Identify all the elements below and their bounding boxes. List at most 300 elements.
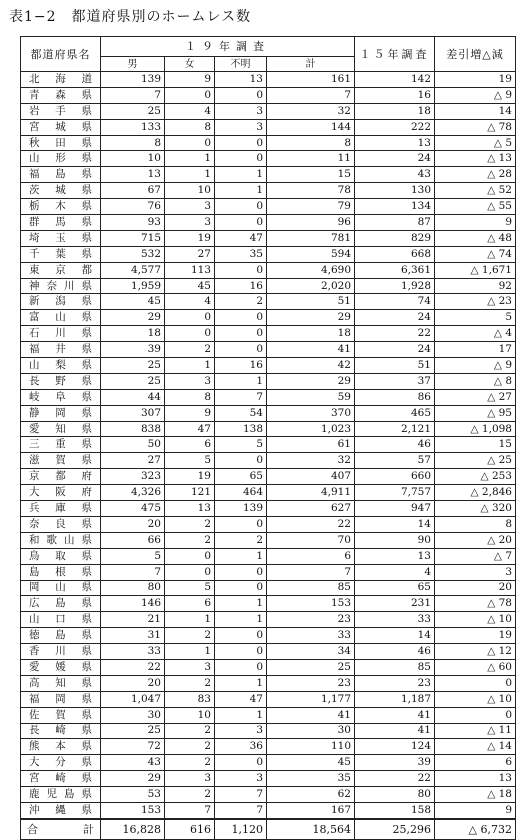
cell-female: 0 <box>165 87 215 103</box>
cell-male: 53 <box>101 787 165 803</box>
table-row <box>21 802 516 818</box>
cell-survey15: 23 <box>355 675 435 691</box>
cell-unknown: 0 <box>215 644 267 660</box>
cell-unknown: 0 <box>215 151 267 167</box>
cell-survey15: 14 <box>355 628 435 644</box>
cell-diff: 9 <box>435 215 516 231</box>
cell-prefecture: 富山県 <box>21 310 101 326</box>
cell-diff: △ 27 <box>435 389 516 405</box>
cell-male: 13 <box>101 167 165 183</box>
cell-diff: 0 <box>435 707 516 723</box>
cell-unknown: 0 <box>215 87 267 103</box>
cell-total: 23 <box>267 675 355 691</box>
cell-survey15: 231 <box>355 596 435 612</box>
total-female: 616 <box>165 819 215 840</box>
cell-diff: △ 8 <box>435 373 516 389</box>
cell-unknown: 7 <box>215 787 267 803</box>
cell-female: 9 <box>165 405 215 421</box>
cell-female: 0 <box>165 310 215 326</box>
cell-prefecture: 岡山県 <box>21 580 101 596</box>
cell-total: 627 <box>267 501 355 517</box>
cell-male: 146 <box>101 596 165 612</box>
total-diff: △ 6,732 <box>435 819 516 840</box>
cell-female: 2 <box>165 342 215 358</box>
cell-survey15: 41 <box>355 707 435 723</box>
table-row <box>21 469 516 485</box>
cell-diff: △ 20 <box>435 532 516 548</box>
cell-male: 33 <box>101 644 165 660</box>
cell-prefecture: 鹿児島県 <box>21 787 101 803</box>
cell-prefecture: 広島県 <box>21 596 101 612</box>
table-row <box>21 659 516 675</box>
table-row <box>21 628 516 644</box>
cell-total: 11 <box>267 151 355 167</box>
cell-male: 20 <box>101 516 165 532</box>
cell-unknown: 13 <box>215 72 267 88</box>
cell-female: 13 <box>165 501 215 517</box>
cell-unknown: 5 <box>215 437 267 453</box>
cell-diff: 92 <box>435 278 516 294</box>
cell-female: 1 <box>165 612 215 628</box>
cell-female: 6 <box>165 596 215 612</box>
cell-female: 27 <box>165 246 215 262</box>
cell-male: 30 <box>101 707 165 723</box>
cell-unknown: 0 <box>215 564 267 580</box>
table-row <box>21 278 516 294</box>
cell-survey15: 87 <box>355 215 435 231</box>
cell-survey15: 1,187 <box>355 691 435 707</box>
header-prefecture: 都道府県名 <box>21 37 101 72</box>
table-row <box>21 135 516 151</box>
cell-survey15: 158 <box>355 802 435 818</box>
cell-total: 2,020 <box>267 278 355 294</box>
cell-prefecture: 熊本県 <box>21 739 101 755</box>
table-row <box>21 516 516 532</box>
cell-diff: △ 48 <box>435 230 516 246</box>
cell-male: 39 <box>101 342 165 358</box>
cell-prefecture: 山梨県 <box>21 358 101 374</box>
cell-unknown: 464 <box>215 485 267 501</box>
cell-male: 133 <box>101 119 165 135</box>
cell-diff: △ 78 <box>435 596 516 612</box>
cell-diff: △ 95 <box>435 405 516 421</box>
cell-prefecture: 静岡県 <box>21 405 101 421</box>
cell-unknown: 3 <box>215 119 267 135</box>
table-row <box>21 644 516 660</box>
table-row <box>21 183 516 199</box>
cell-unknown: 3 <box>215 103 267 119</box>
cell-unknown: 35 <box>215 246 267 262</box>
cell-unknown: 0 <box>215 342 267 358</box>
cell-female: 10 <box>165 707 215 723</box>
cell-total: 144 <box>267 119 355 135</box>
cell-diff: 14 <box>435 103 516 119</box>
cell-prefecture: 大阪府 <box>21 485 101 501</box>
table-row <box>21 326 516 342</box>
cell-total: 79 <box>267 199 355 215</box>
cell-prefecture: 高知県 <box>21 675 101 691</box>
header-unknown: 不明 <box>215 57 267 72</box>
cell-total: 34 <box>267 644 355 660</box>
cell-survey15: 222 <box>355 119 435 135</box>
cell-diff: 13 <box>435 771 516 787</box>
table-row <box>21 72 516 88</box>
cell-total: 4,690 <box>267 262 355 278</box>
table-row <box>21 580 516 596</box>
cell-survey15: 16 <box>355 87 435 103</box>
cell-female: 2 <box>165 628 215 644</box>
cell-prefecture: 島根県 <box>21 564 101 580</box>
cell-prefecture: 和歌山県 <box>21 532 101 548</box>
cell-total: 370 <box>267 405 355 421</box>
table-row <box>21 771 516 787</box>
cell-survey15: 46 <box>355 437 435 453</box>
cell-male: 93 <box>101 215 165 231</box>
cell-prefecture: 岩手県 <box>21 103 101 119</box>
cell-total: 15 <box>267 167 355 183</box>
cell-male: 25 <box>101 358 165 374</box>
cell-unknown: 7 <box>215 802 267 818</box>
cell-female: 1 <box>165 644 215 660</box>
cell-female: 2 <box>165 532 215 548</box>
cell-male: 18 <box>101 326 165 342</box>
cell-diff: 9 <box>435 802 516 818</box>
table-row <box>21 389 516 405</box>
cell-female: 8 <box>165 389 215 405</box>
cell-survey15: 465 <box>355 405 435 421</box>
cell-diff: 5 <box>435 310 516 326</box>
total-label: 合計 <box>21 819 101 840</box>
cell-male: 7 <box>101 564 165 580</box>
cell-total: 35 <box>267 771 355 787</box>
cell-prefecture: 佐賀県 <box>21 707 101 723</box>
table-title: 表1−2 都道府県別のホームレス数 <box>9 9 252 25</box>
cell-male: 4,577 <box>101 262 165 278</box>
cell-female: 4 <box>165 294 215 310</box>
table-row <box>21 501 516 517</box>
table-row <box>21 294 516 310</box>
cell-diff: △ 25 <box>435 453 516 469</box>
cell-unknown: 1 <box>215 548 267 564</box>
table-row <box>21 596 516 612</box>
cell-female: 2 <box>165 755 215 771</box>
header-female: 女 <box>165 57 215 72</box>
cell-total: 25 <box>267 659 355 675</box>
cell-female: 3 <box>165 771 215 787</box>
cell-male: 307 <box>101 405 165 421</box>
cell-total: 41 <box>267 707 355 723</box>
cell-unknown: 0 <box>215 215 267 231</box>
cell-diff: △ 320 <box>435 501 516 517</box>
cell-male: 153 <box>101 802 165 818</box>
table-row <box>21 358 516 374</box>
table-row <box>21 723 516 739</box>
cell-female: 2 <box>165 675 215 691</box>
table-row <box>21 675 516 691</box>
cell-survey15: 33 <box>355 612 435 628</box>
cell-diff: 19 <box>435 72 516 88</box>
cell-male: 72 <box>101 739 165 755</box>
cell-total: 45 <box>267 755 355 771</box>
cell-survey15: 130 <box>355 183 435 199</box>
cell-diff: △ 5 <box>435 135 516 151</box>
cell-total: 161 <box>267 72 355 88</box>
cell-prefecture: 宮崎県 <box>21 771 101 787</box>
cell-prefecture: 香川県 <box>21 644 101 660</box>
cell-survey15: 134 <box>355 199 435 215</box>
cell-unknown: 16 <box>215 358 267 374</box>
cell-prefecture: 宮城県 <box>21 119 101 135</box>
header-survey-19: １９年調査 <box>101 37 355 57</box>
cell-female: 9 <box>165 72 215 88</box>
cell-male: 25 <box>101 373 165 389</box>
cell-total: 51 <box>267 294 355 310</box>
cell-total: 153 <box>267 596 355 612</box>
header-total: 計 <box>267 57 355 72</box>
cell-prefecture: 東京都 <box>21 262 101 278</box>
cell-male: 31 <box>101 628 165 644</box>
cell-prefecture: 奈良県 <box>21 516 101 532</box>
cell-diff: 8 <box>435 516 516 532</box>
table-row <box>21 739 516 755</box>
cell-female: 6 <box>165 437 215 453</box>
cell-survey15: 22 <box>355 771 435 787</box>
cell-survey15: 37 <box>355 373 435 389</box>
cell-female: 5 <box>165 453 215 469</box>
cell-prefecture: 三重県 <box>21 437 101 453</box>
table-row <box>21 564 516 580</box>
cell-survey15: 13 <box>355 135 435 151</box>
cell-prefecture: 大分県 <box>21 755 101 771</box>
table-row <box>21 342 516 358</box>
cell-prefecture: 福岡県 <box>21 691 101 707</box>
cell-male: 29 <box>101 771 165 787</box>
cell-unknown: 1 <box>215 596 267 612</box>
cell-prefecture: 長崎県 <box>21 723 101 739</box>
cell-survey15: 13 <box>355 548 435 564</box>
table-row <box>21 755 516 771</box>
cell-diff: △ 9 <box>435 358 516 374</box>
cell-male: 8 <box>101 135 165 151</box>
cell-survey15: 829 <box>355 230 435 246</box>
cell-male: 25 <box>101 103 165 119</box>
cell-unknown: 1 <box>215 707 267 723</box>
cell-diff: △ 4 <box>435 326 516 342</box>
table-row <box>21 151 516 167</box>
cell-female: 2 <box>165 516 215 532</box>
total-survey15: 25,296 <box>355 819 435 840</box>
cell-male: 25 <box>101 723 165 739</box>
cell-survey15: 57 <box>355 453 435 469</box>
cell-female: 83 <box>165 691 215 707</box>
cell-female: 1 <box>165 167 215 183</box>
cell-unknown: 3 <box>215 723 267 739</box>
cell-total: 61 <box>267 437 355 453</box>
cell-diff: △ 11 <box>435 723 516 739</box>
cell-diff: △ 14 <box>435 739 516 755</box>
table-row <box>21 405 516 421</box>
table-row <box>21 612 516 628</box>
cell-male: 27 <box>101 453 165 469</box>
cell-total: 22 <box>267 516 355 532</box>
cell-diff: △ 1,098 <box>435 421 516 437</box>
cell-survey15: 39 <box>355 755 435 771</box>
cell-total: 41 <box>267 342 355 358</box>
total-unknown: 1,120 <box>215 819 267 840</box>
cell-unknown: 1 <box>215 183 267 199</box>
cell-prefecture: 京都府 <box>21 469 101 485</box>
cell-male: 4,326 <box>101 485 165 501</box>
cell-total: 29 <box>267 373 355 389</box>
homeless-table <box>20 36 516 840</box>
cell-survey15: 124 <box>355 739 435 755</box>
cell-prefecture: 岐阜県 <box>21 389 101 405</box>
cell-unknown: 16 <box>215 278 267 294</box>
cell-prefecture: 福島県 <box>21 167 101 183</box>
cell-survey15: 51 <box>355 358 435 374</box>
table-row <box>21 215 516 231</box>
cell-total: 1,023 <box>267 421 355 437</box>
cell-diff: △ 23 <box>435 294 516 310</box>
cell-prefecture: 滋賀県 <box>21 453 101 469</box>
cell-prefecture: 山形県 <box>21 151 101 167</box>
cell-male: 66 <box>101 532 165 548</box>
cell-female: 7 <box>165 802 215 818</box>
cell-female: 121 <box>165 485 215 501</box>
cell-male: 838 <box>101 421 165 437</box>
cell-female: 1 <box>165 358 215 374</box>
cell-survey15: 43 <box>355 167 435 183</box>
cell-diff: △ 74 <box>435 246 516 262</box>
cell-total: 781 <box>267 230 355 246</box>
cell-male: 44 <box>101 389 165 405</box>
cell-unknown: 0 <box>215 755 267 771</box>
cell-unknown: 7 <box>215 389 267 405</box>
cell-total: 407 <box>267 469 355 485</box>
cell-total: 96 <box>267 215 355 231</box>
cell-diff: △ 1,671 <box>435 262 516 278</box>
cell-diff: 0 <box>435 675 516 691</box>
header-survey-15: １５年調査 <box>355 37 435 72</box>
cell-female: 10 <box>165 183 215 199</box>
cell-prefecture: 鳥取県 <box>21 548 101 564</box>
cell-unknown: 0 <box>215 310 267 326</box>
cell-total: 42 <box>267 358 355 374</box>
cell-male: 76 <box>101 199 165 215</box>
total-sum: 18,564 <box>267 819 355 840</box>
cell-unknown: 54 <box>215 405 267 421</box>
cell-survey15: 24 <box>355 342 435 358</box>
cell-survey15: 6,361 <box>355 262 435 278</box>
cell-female: 2 <box>165 787 215 803</box>
table-row <box>21 485 516 501</box>
table-row <box>21 246 516 262</box>
table-row <box>21 373 516 389</box>
cell-prefecture: 栃木県 <box>21 199 101 215</box>
cell-diff: △ 9 <box>435 87 516 103</box>
cell-prefecture: 群馬県 <box>21 215 101 231</box>
cell-male: 532 <box>101 246 165 262</box>
cell-total: 62 <box>267 787 355 803</box>
cell-unknown: 65 <box>215 469 267 485</box>
cell-prefecture: 茨城県 <box>21 183 101 199</box>
cell-unknown: 2 <box>215 532 267 548</box>
cell-total: 70 <box>267 532 355 548</box>
cell-female: 2 <box>165 723 215 739</box>
cell-male: 7 <box>101 87 165 103</box>
table-row <box>21 453 516 469</box>
cell-survey15: 947 <box>355 501 435 517</box>
cell-diff: 3 <box>435 564 516 580</box>
cell-diff: 19 <box>435 628 516 644</box>
total-male: 16,828 <box>101 819 165 840</box>
cell-diff: △ 55 <box>435 199 516 215</box>
cell-prefecture: 千葉県 <box>21 246 101 262</box>
cell-female: 4 <box>165 103 215 119</box>
cell-survey15: 80 <box>355 787 435 803</box>
cell-unknown: 47 <box>215 230 267 246</box>
cell-unknown: 0 <box>215 628 267 644</box>
cell-total: 18 <box>267 326 355 342</box>
cell-diff: 17 <box>435 342 516 358</box>
cell-prefecture: 徳島県 <box>21 628 101 644</box>
table-row <box>21 707 516 723</box>
cell-male: 22 <box>101 659 165 675</box>
cell-survey15: 14 <box>355 516 435 532</box>
cell-prefecture: 青森県 <box>21 87 101 103</box>
cell-female: 3 <box>165 215 215 231</box>
cell-total: 59 <box>267 389 355 405</box>
cell-total: 1,177 <box>267 691 355 707</box>
cell-prefecture: 埼玉県 <box>21 230 101 246</box>
cell-female: 0 <box>165 135 215 151</box>
cell-unknown: 0 <box>215 199 267 215</box>
cell-unknown: 0 <box>215 659 267 675</box>
cell-female: 5 <box>165 580 215 596</box>
cell-total: 8 <box>267 135 355 151</box>
cell-total: 78 <box>267 183 355 199</box>
cell-unknown: 1 <box>215 373 267 389</box>
cell-total: 167 <box>267 802 355 818</box>
cell-male: 715 <box>101 230 165 246</box>
cell-male: 10 <box>101 151 165 167</box>
cell-total: 29 <box>267 310 355 326</box>
cell-total: 6 <box>267 548 355 564</box>
cell-male: 29 <box>101 310 165 326</box>
table-row <box>21 119 516 135</box>
cell-diff: 20 <box>435 580 516 596</box>
cell-prefecture: 兵庫県 <box>21 501 101 517</box>
cell-male: 139 <box>101 72 165 88</box>
cell-survey15: 65 <box>355 580 435 596</box>
cell-survey15: 86 <box>355 389 435 405</box>
cell-prefecture: 長野県 <box>21 373 101 389</box>
table-row <box>21 437 516 453</box>
cell-diff: △ 18 <box>435 787 516 803</box>
cell-diff: △ 10 <box>435 612 516 628</box>
cell-prefecture: 新潟県 <box>21 294 101 310</box>
cell-female: 0 <box>165 564 215 580</box>
table-row <box>21 87 516 103</box>
cell-unknown: 2 <box>215 294 267 310</box>
cell-survey15: 2,121 <box>355 421 435 437</box>
cell-unknown: 0 <box>215 516 267 532</box>
cell-prefecture: 愛媛県 <box>21 659 101 675</box>
cell-total: 32 <box>267 453 355 469</box>
cell-survey15: 90 <box>355 532 435 548</box>
cell-survey15: 85 <box>355 659 435 675</box>
cell-male: 1,959 <box>101 278 165 294</box>
